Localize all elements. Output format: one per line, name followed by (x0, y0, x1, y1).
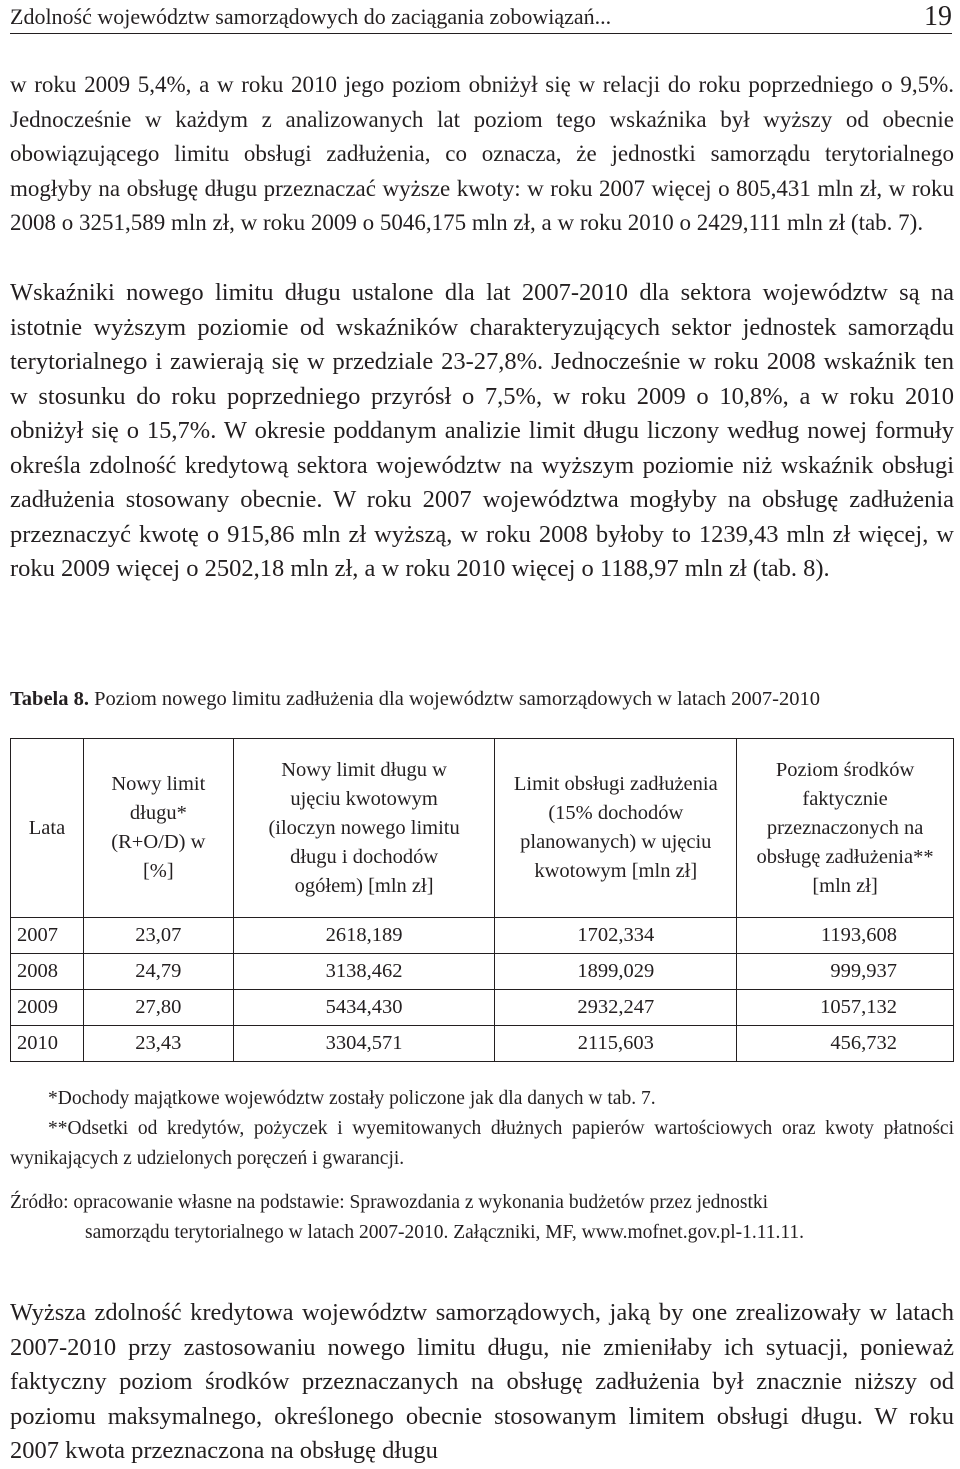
table-footnote-2: **Odsetki od kredytów, pożyczek i wyemitowanych dłużnych papierów wartościowych oraz kwoty płatności wynikających z udzielonych poręczeń i gwarancji. (10, 1118, 954, 1169)
source-note (10, 1188, 954, 1248)
table-caption-label: Tabela 8. (10, 688, 89, 710)
table-cell: 1899,029 (495, 954, 737, 990)
body-paragraph-1: w roku 2009 5,4%, a w roku 2010 jego poziom obniżył się w relacji do roku poprzedniego o 9,5%. Jednocześnie w każdym z analizowanych lat poziom tego wskaźnika był wyższy od obecnie obowiązującego limitu obsługi zadłużenia, co oznacza, że jednostki samorządu terytorialnego mogłyby na obsługę długu przeznaczać wyższe kwoty: w roku 2007 więcej o 805,431 mln zł, w roku 2008 o 3251,589 mln zł, w roku 2009 o 5046,175 mln zł, a w roku 2010 o 2429,111 mln zł (tab. 7). (10, 72, 954, 235)
table-cell-year: 2010 (11, 1026, 84, 1062)
table-cell: 3304,571 (233, 1026, 495, 1062)
table-cell: 23,43 (83, 1026, 233, 1062)
source-line-2: samorządu terytorialnego w latach 2007-2010. Załączniki, MF, www.mofnet.gov.pl-1.11.11. (85, 1222, 805, 1243)
body-paragraph-3: Wyższa zdolność kredytowa województw samorządowych, jaką by one zrealizowały w latach 2007-2010 przy zastosowaniu nowego limitu długu, nie zmieniłaby ich sytuacji, ponieważ faktyczny poziom środków przeznaczanych na obsługę zadłużenia był znacznie niższy od poziomu maksymalnego, określonego obecnie stosowanym limitem obsługi długu. W roku 2007 kwota przeznaczona na obsługę długu (10, 1299, 954, 1464)
table-cell: 23,07 (83, 918, 233, 954)
table-cell: 1193,608 (737, 918, 954, 954)
table-cell: 456,732 (737, 1026, 954, 1062)
data-table (10, 738, 954, 1062)
running-header (10, 1, 952, 32)
header-divider (10, 33, 952, 34)
table-cell-year: 2007 (11, 918, 84, 954)
table-cell: 2618,189 (233, 918, 495, 954)
table-header-cell: Poziom środków faktycznie przeznaczonych na obsługę zadłużenia** [mln zł] (737, 739, 954, 918)
table-header-cell: Nowy limit długu w ujęciu kwotowym (iloczyn nowego limitu długu i dochodów ogółem) [mln zł] (233, 739, 495, 918)
table-row (11, 990, 954, 1026)
source-line-1: opracowanie własne na podstawie: Sprawozdania z wykonania budżetów przez jednostki (68, 1192, 769, 1213)
body-paragraph-2: Wskaźniki nowego limitu długu ustalone dla lat 2007-2010 dla sektora województw są na istotnie wyższym poziomie od wskaźników charakteryzujących sektor jednostek samorządu terytorialnego i zawierają się w przedziale 23-27,8%. Jednocześnie w roku 2008 wskaźnik ten w stosunku do roku poprzedniego przyrósł o 7,5%, w roku 2009 o 10,8%, a w roku 2010 obniżył się o 15,7%. W okresie poddanym analizie limit długu liczony według nowej formuły określa zdolność kredytową sektora województw na wyższym poziomie niż wskaźnik obsługi zadłużenia stosowany obecnie. W roku 2007 województwa mogłyby na obsługę zadłużenia przeznaczyć kwotę o 915,86 mln zł wyższą, w roku 2008 byłoby to 1239,43 mln zł więcej, w roku 2009 więcej o 2502,18 mln zł, a w roku 2010 więcej o 1188,97 mln zł (tab. 8). (10, 279, 954, 582)
table-row (11, 954, 954, 990)
table-cell: 999,937 (737, 954, 954, 990)
table-cell: 3138,462 (233, 954, 495, 990)
table-row (11, 1026, 954, 1062)
table-header-cell: Limit obsługi zadłużenia (15% dochodów planowanych) w ujęciu kwotowym [mln zł] (495, 739, 737, 918)
table-footnote-1: *Dochody majątkowe województw zostały policzone jak dla danych w tab. 7. (48, 1088, 656, 1109)
table-header-row (11, 739, 954, 918)
table-cell: 2932,247 (495, 990, 737, 1026)
table-cell: 2115,603 (495, 1026, 737, 1062)
table-cell: 24,79 (83, 954, 233, 990)
table-header-cell: Lata (11, 739, 84, 918)
running-header-title: Zdolność województw samorządowych do zaciągania zobowiązań... (10, 4, 612, 29)
table-caption-text: Poziom nowego limitu zadłużenia dla województw samorządowych w latach 2007-2010 (89, 688, 820, 710)
table-caption (10, 688, 820, 711)
table-header-cell: Nowy limit długu* (R+O/D) w [%] (83, 739, 233, 918)
table-cell: 1702,334 (495, 918, 737, 954)
source-label: Źródło: (10, 1192, 69, 1213)
table-row (11, 918, 954, 954)
table-cell: 5434,430 (233, 990, 495, 1026)
table-cell-year: 2009 (11, 990, 84, 1026)
table-cell-year: 2008 (11, 954, 84, 990)
table-cell: 27,80 (83, 990, 233, 1026)
page-number: 19 (924, 1, 952, 32)
table-cell: 1057,132 (737, 990, 954, 1026)
